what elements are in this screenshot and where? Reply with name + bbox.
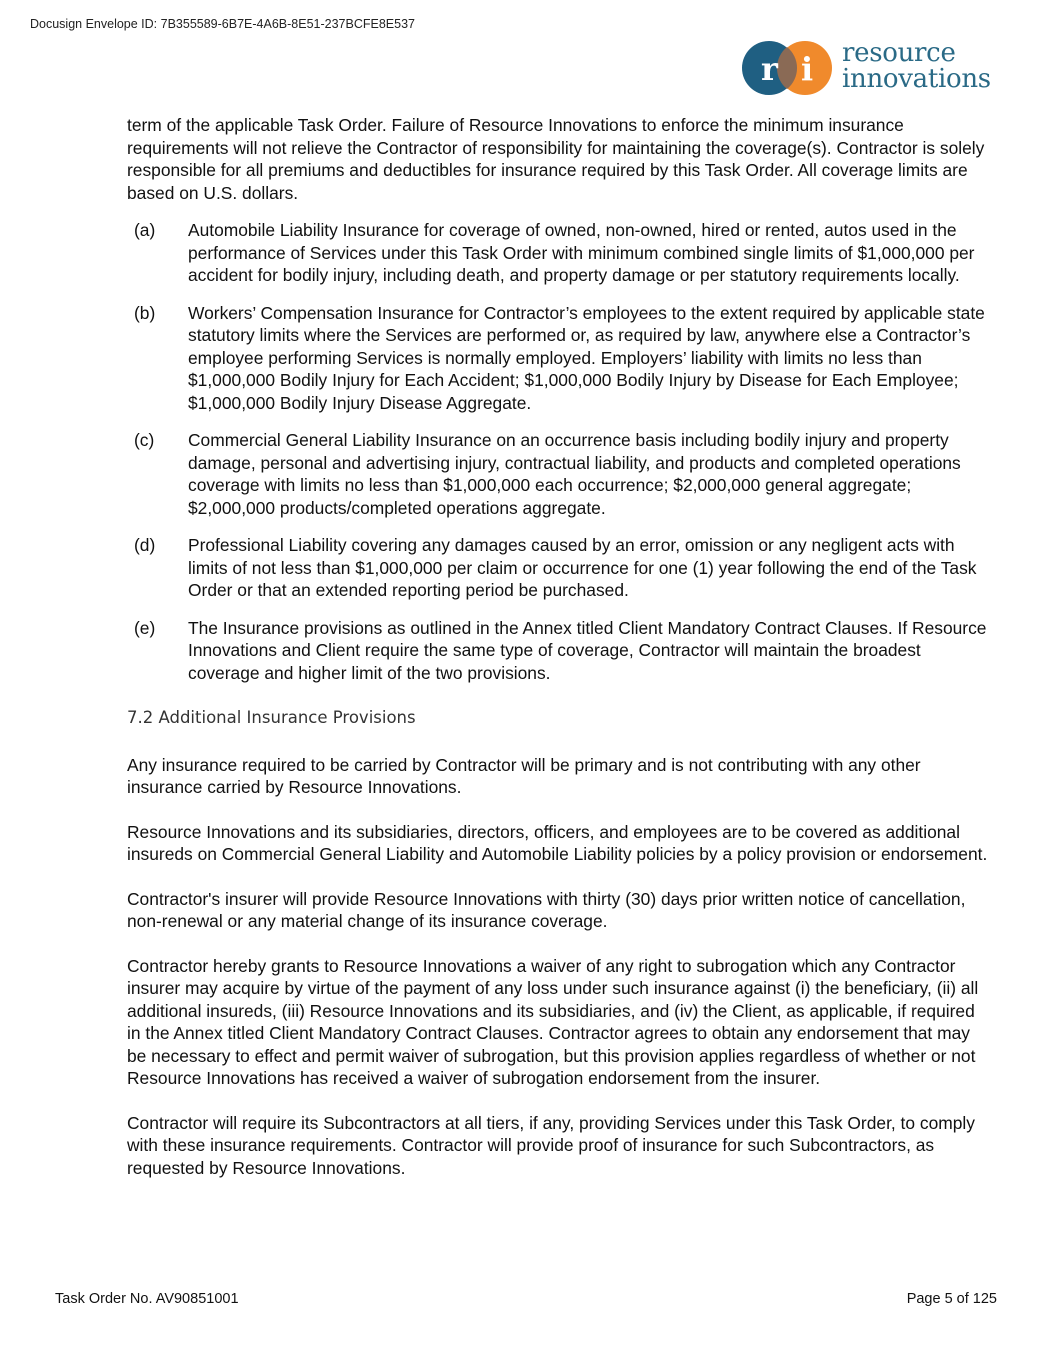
paragraph: Contractor's insurer will provide Resource Innovations with thirty (30) days prior written notice of cancellation, non-renewal or any material change of its insurance coverage.	[127, 888, 966, 931]
logo-letter-i: i	[801, 50, 814, 88]
paragraph: Contractor will require its Subcontractors at all tiers, if any, providing Services under this Task Order, to comply with these insurance requirements. Contractor will provide proof of insurance for such Subcontractors, as requested by Resource Innovations.	[127, 1112, 975, 1178]
insurance-list	[127, 219, 989, 684]
footer-page-number: Page 5 of 125	[906, 1291, 997, 1307]
section-heading: 7.2 Additional Insurance Provisions	[127, 708, 416, 727]
list-marker: (e)	[134, 617, 156, 638]
document-body	[127, 114, 989, 1179]
intro-paragraph: term of the applicable Task Order. Failure of Resource Innovations to enforce the minimum insurance requirements will not relieve the Contractor of responsibility for maintaining the coverage(s). Contractor is solely responsible for all premiums and deductibles for insurance required by this Task Order. All coverage limits are based on U.S. dollars.	[127, 115, 985, 203]
paragraph: Resource Innovations and its subsidiaries, directors, officers, and employees are to be covered as additional insureds on Commercial General Liability and Automobile Liability policies by a policy provision or endorsement.	[127, 821, 988, 864]
list-item	[127, 534, 989, 602]
logo-mark	[741, 40, 837, 96]
list-marker: (a)	[134, 220, 156, 240]
paragraph: Any insurance required to be carried by Contractor will be primary and is not contributing with any other insurance carried by Resource Innovations.	[127, 754, 921, 797]
logo-line-1: resource	[842, 38, 956, 68]
list-marker: (c)	[134, 430, 155, 450]
list-item-text: Professional Liability covering any damages caused by an error, omission or any negligent acts with limits of not less than $1,000,000 per claim or occurrence for one (1) year following the end of the Task Order or that an extended reporting period be purchased.	[188, 535, 977, 600]
list-marker: (b)	[134, 302, 156, 323]
company-logo	[741, 40, 1016, 96]
list-item	[127, 617, 989, 685]
list-item-text: Automobile Liability Insurance for coverage of owned, non-owned, hired or rented, autos used in the performance of Services under this Task Order with minimum combined single limits of $1,000,000 per accident for bodily injury, including death, and property damage or per statutory requirements locally.	[188, 220, 975, 285]
footer-task-order: Task Order No. AV90851001	[55, 1291, 239, 1307]
list-item	[127, 302, 989, 415]
logo-letter-r: r	[761, 50, 778, 88]
list-item-text: The Insurance provisions as outlined in the Annex titled Client Mandatory Contract Clauses. If Resource Innovations and Client require the same type of coverage, Contractor will maintain the broadest coverage and higher limit of the two provisions.	[188, 617, 987, 683]
logo-line-2: innovations	[842, 64, 991, 94]
list-item	[127, 219, 989, 287]
paragraph: Contractor hereby grants to Resource Innovations a waiver of any right to subrogation which any Contractor insurer may acquire by virtue of the payment of any loss under such insurance against (i) the beneficiary, (ii) all additional insureds, (iii) Resource Innovations and its subsidiaries, and (iv) the Client, as applicable, if required in the Annex titled Client Mandatory Contract Clauses. Contractor agrees to obtain any endorsement that may be necessary to effect and permit waiver of subrogation, but this provision applies regardless of whether or not Resource Innovations has received a waiver of subrogation endorsement from the insurer.	[127, 955, 979, 1088]
list-item-text: Commercial General Liability Insurance on an occurrence basis including bodily injury and property damage, personal and advertising injury, contractual liability, and products and completed operations coverage with limits no less than $1,000,000 each occurrence; $2,000,000 general aggregate; $2,000,000 products/completed operations aggregate.	[188, 430, 961, 518]
logo-wordmark	[842, 40, 991, 92]
list-item	[127, 429, 989, 519]
envelope-id: Docusign Envelope ID: 7B355589-6B7E-4A6B-8E51-237BCFE8E537	[30, 17, 415, 31]
list-item-text: Workers’ Compensation Insurance for Contractor’s employees to the extent required by applicable state statutory limits where the Services are performed or, as required by law, anywhere else a Contractor’s employee performing Services is normally employed. Employers’ liability with limits no less than $1,000,000 Bodily Injury for Each Accident; $1,000,000 Bodily Injury by Disease for Each Employee; $1,000,000 Bodily Injury Disease Aggregate.	[188, 302, 985, 413]
list-marker: (d)	[134, 535, 156, 555]
